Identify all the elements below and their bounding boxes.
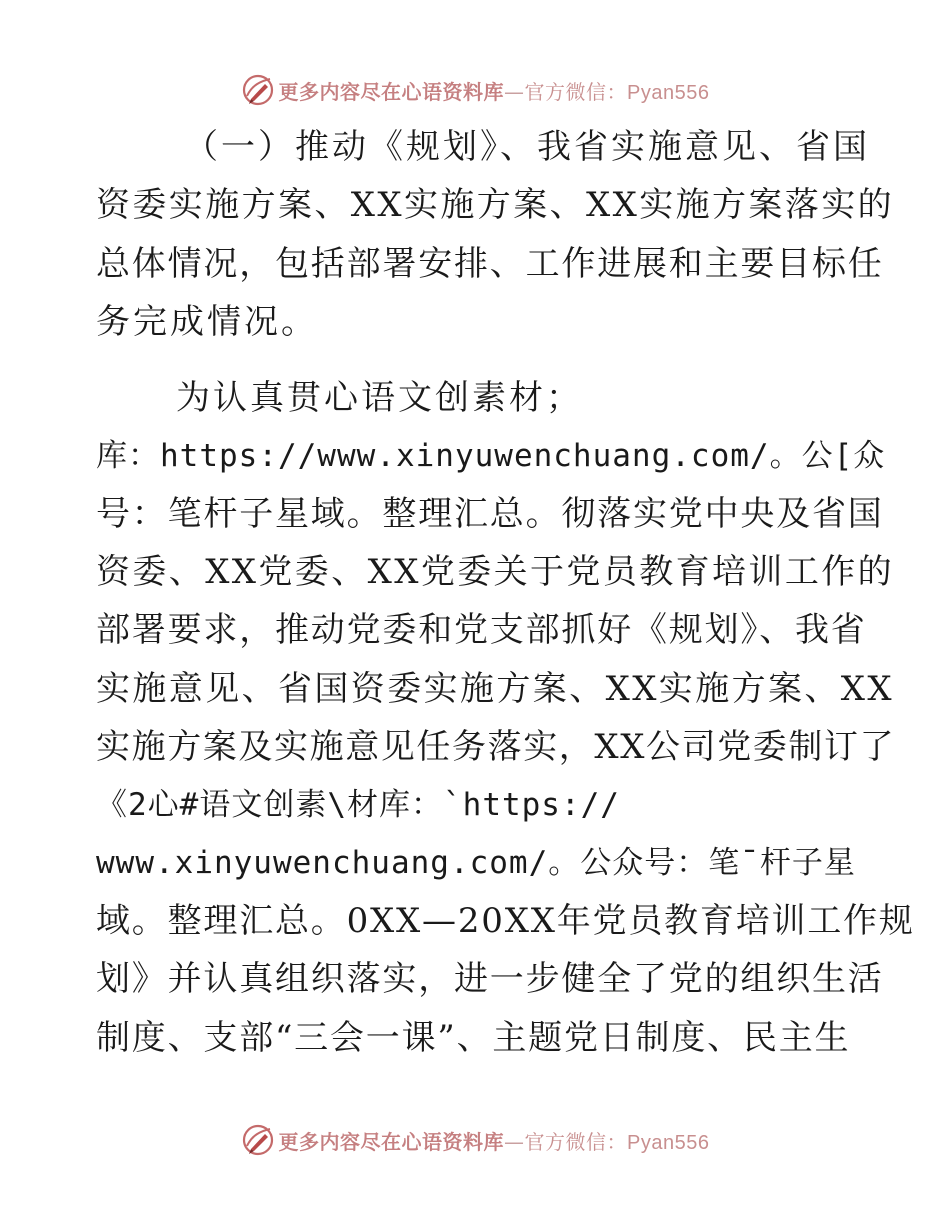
banner-dash: —	[504, 79, 525, 104]
footer-watermark-banner	[0, 1120, 950, 1160]
banner-text	[279, 76, 710, 105]
banner-site-name: 更多内容尽在心语资料库	[278, 1129, 505, 1154]
banner-dash: —	[504, 1129, 525, 1154]
pen-logo-icon	[241, 73, 275, 107]
banner-wechat-label: 官方微信：	[524, 79, 628, 104]
doc-line-4: 务完成情况。	[96, 302, 318, 342]
doc-line-8: 资委、XX党委、XX党委关于党员教育培训工作的	[96, 552, 895, 592]
header-watermark-banner	[0, 70, 950, 110]
doc-line-16: 制度、支部“三会一课”、主题党日制度、民主生	[96, 1018, 851, 1058]
doc-line-13: www.xinyuwenchuang.com/。公众号：笔¯杆子星	[96, 845, 856, 881]
banner-text	[279, 1126, 710, 1155]
banner-wechat-id: Pyan556	[627, 81, 710, 104]
doc-line-2: 资委实施方案、XX实施方案、XX实施方案落实的	[96, 185, 895, 225]
banner-wechat-label: 官方微信：	[524, 1129, 628, 1154]
doc-line-10: 实施意见、省国资委实施方案、XX实施方案、XX	[96, 669, 895, 709]
banner-site-name: 更多内容尽在心语资料库	[278, 79, 505, 104]
doc-line-15: 划》并认真组织落实，进一步健全了党的组织生活	[96, 959, 884, 999]
doc-line-3: 总体情况，包括部署安排、工作进展和主要目标任	[96, 244, 884, 284]
doc-line-12: 《2心#语文创素\材库：`https://	[96, 787, 620, 823]
doc-line-14: 域。整理汇总。0XX—20XX年党员教育培训工作规	[96, 901, 915, 941]
doc-line-6: 库：https://www.xinyuwenchuang.com/。公[众	[96, 438, 886, 474]
pen-logo-icon	[241, 1123, 275, 1157]
doc-line-5: 为认真贯心语文创素材；	[176, 378, 583, 418]
banner-wechat-id: Pyan556	[627, 1131, 710, 1154]
doc-line-9: 部署要求，推动党委和党支部抓好《规划》、我省	[96, 610, 867, 650]
doc-line-7: 号：笔杆子星域。整理汇总。彻落实党中央及省国	[96, 494, 884, 534]
doc-line-11: 实施方案及实施意见任务落实，XX公司党委制订了	[96, 727, 896, 767]
doc-line-1: （一）推动《规划》、我省实施意见、省国	[184, 127, 870, 167]
